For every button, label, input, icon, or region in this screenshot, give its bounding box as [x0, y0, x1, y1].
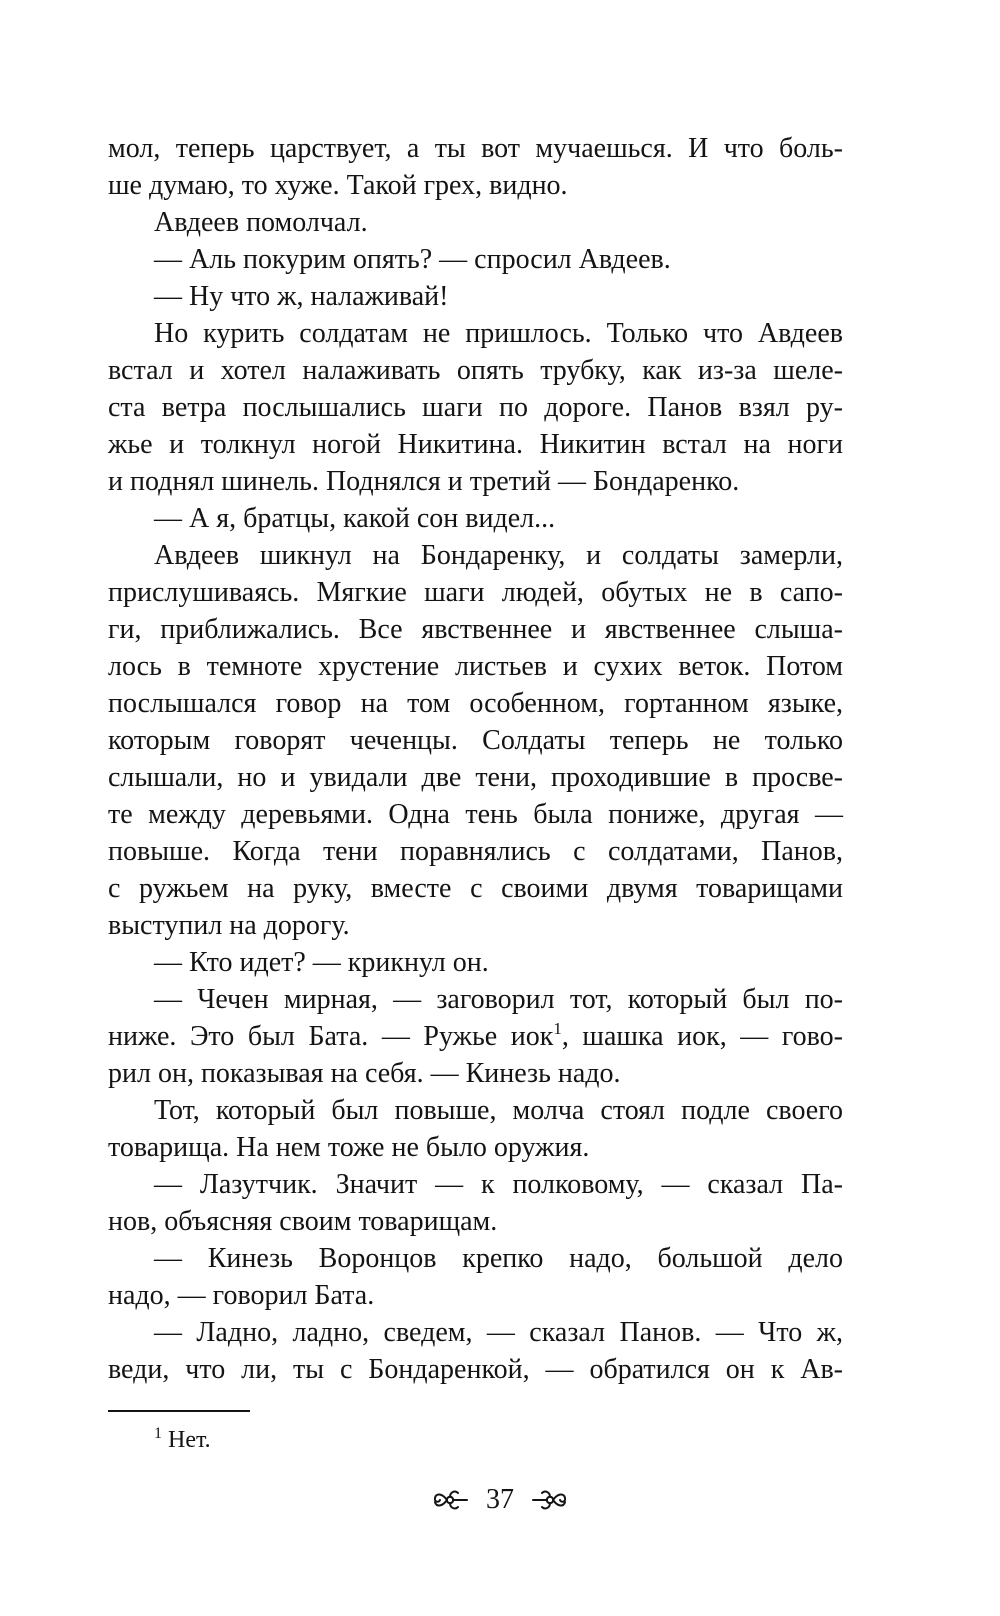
text-line: — Кинезь Воронцов крепко надо, большой дело [154, 1243, 843, 1274]
text-line: — Лазутчик. Значит — к полковому, — сказал Па- [154, 1169, 843, 1200]
text-line: встал и хотел налаживать опять трубку, как из-за шеле- [108, 355, 843, 386]
text-line: ше думаю, то хуже. Такой грех, видно. [108, 170, 568, 201]
text-line: слышали, но и увидали две тени, проходившие в просве- [108, 762, 843, 793]
footnote-marker: 1 [154, 1425, 162, 1442]
ornament-left-icon [430, 1487, 470, 1513]
text-line: послышался говор на том особенном, гортанном языке, [108, 688, 843, 719]
text-line: Авдеев помолчал. [154, 207, 368, 238]
page-number: 37 [486, 1484, 514, 1515]
text-line: ги, приближались. Все явственнее и явственнее слыша- [108, 614, 843, 645]
footnote-text: Нет. [168, 1427, 211, 1453]
ornament-right-icon [530, 1487, 570, 1513]
text-line: надо, — говорил Бата. [108, 1280, 375, 1311]
text-line: с ружьем на руку, вместе с своими двумя товарищами [108, 873, 843, 904]
footnote-divider [108, 1410, 250, 1412]
body-text [108, 130, 843, 1388]
text-line: нов, объясняя своим товарищам. [108, 1206, 498, 1237]
text-line: те между деревьями. Одна тень была пониже, другая — [108, 799, 843, 830]
text-line: товарища. На нем тоже не было оружия. [108, 1132, 590, 1163]
text-line: Авдеев шикнул на Бондаренку, и солдаты замерли, [154, 540, 843, 571]
text-line: — Аль покурим опять? — спросил Авдеев. [154, 244, 671, 275]
text-line: жье и толкнул ногой Никитина. Никитин встал на ноги [108, 429, 843, 460]
text-line: повыше. Когда тени поравнялись с солдатами, Панов, [108, 836, 843, 867]
text-line: и поднял шинель. Поднялся и третий — Бондаренко. [108, 466, 740, 497]
text-line-with-footnote [108, 1018, 843, 1055]
text-line: прислушиваясь. Мягкие шаги людей, обутых не в сапо- [108, 577, 843, 608]
text-line: выступил на дорогу. [108, 910, 350, 941]
text-line: ста ветра послышались шаги по дороге. Панов взял ру- [108, 392, 843, 423]
text-line: — Ладно, ладно, сведем, — сказал Панов. — Что ж, [154, 1317, 843, 1348]
text-line: — Кто идет? — крикнул он. [154, 947, 489, 978]
text-line: Но курить солдатам не пришлось. Только что Авдеев [154, 318, 843, 349]
text-segment: ниже. Это был Бата. — Ружье иок [108, 1021, 554, 1052]
text-line: — А я, братцы, какой сон видел... [154, 503, 556, 534]
text-line: которым говорят чеченцы. Солдаты теперь не только [108, 725, 843, 756]
text-line: мол, теперь царствует, а ты вот мучаешься. И что боль- [108, 133, 843, 164]
text-line: рил он, показывая на себя. — Кинезь надо. [108, 1058, 621, 1089]
text-line: — Чечен мирная, — заговорил тот, который был по- [154, 984, 843, 1015]
page-footer [0, 1480, 1000, 1520]
text-line: Тот, который был повыше, молча стоял подле своего [154, 1095, 843, 1126]
text-line: — Ну что ж, налаживай! [154, 281, 449, 312]
text-line: лось в темноте хрустение листьев и сухих веток. Потом [108, 651, 843, 682]
footnote-reference[interactable]: 1 [553, 1019, 562, 1038]
footnote [154, 1424, 211, 1456]
text-line: веди, что ли, ты с Бондаренкой, — обратился он к Ав- [108, 1354, 843, 1385]
text-segment: , шашка иок, — гово- [561, 1021, 843, 1052]
